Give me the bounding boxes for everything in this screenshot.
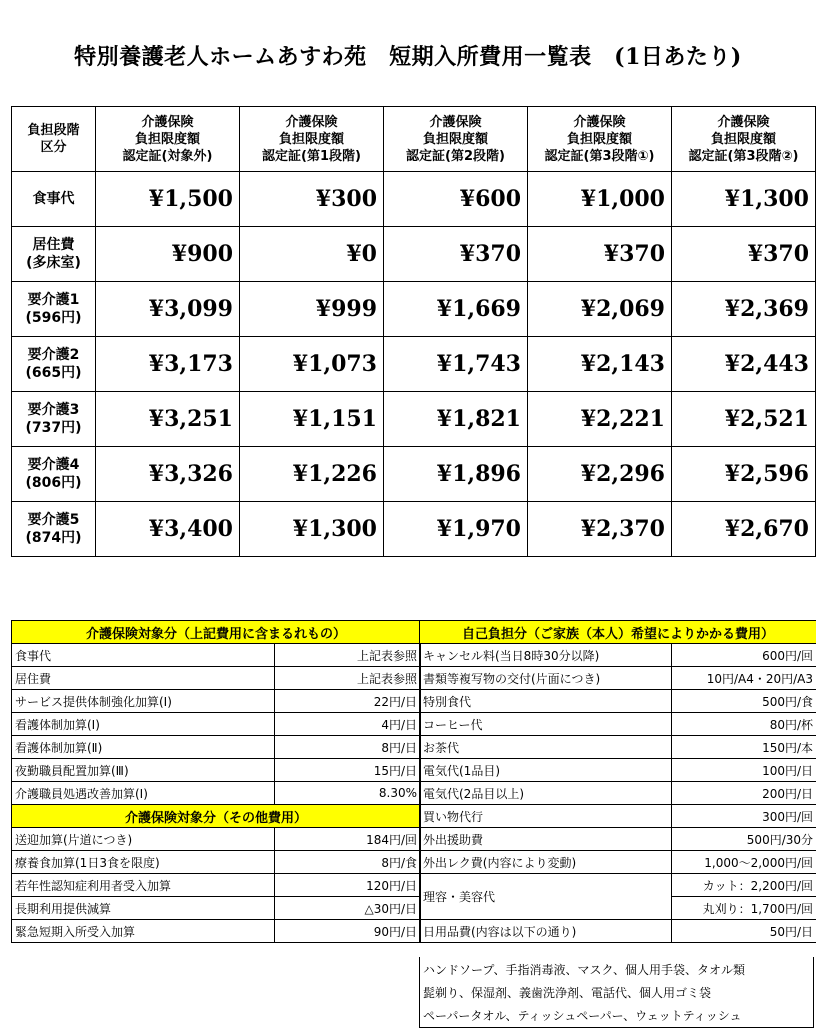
fee-item-row: [420, 644, 816, 667]
fee-item-label: コーヒー代: [420, 713, 672, 736]
column-header-stage2: 介護保険 負担限度額 認定証(第2段階): [384, 107, 528, 172]
fee-item-value: 100円/日: [672, 759, 816, 782]
fee-row: [12, 282, 816, 337]
row-label-line: 要介護4: [27, 457, 80, 473]
fee-item-value: 10円/A4・20円/A3: [672, 667, 816, 690]
fee-value-cell: ¥1,821: [384, 392, 528, 447]
fee-item-label: 緊急短期入所受入加算: [12, 920, 275, 943]
fee-value-cell: ¥1,669: [384, 282, 528, 337]
fee-value-cell: ¥3,400: [96, 502, 240, 557]
fee-item-label: お茶代: [420, 736, 672, 759]
fee-item-label: サービス提供体制強化加算(Ⅰ): [12, 690, 275, 713]
fee-row: [12, 392, 816, 447]
fee-value-cell: ¥1,151: [240, 392, 384, 447]
row-label-line: 要介護3: [27, 402, 80, 418]
fee-value-cell: ¥1,000: [528, 172, 672, 227]
fee-value-cell: ¥3,099: [96, 282, 240, 337]
row-label-line: 居住費: [32, 237, 75, 253]
fee-item-row: [12, 920, 421, 943]
fee-item-row: [12, 759, 421, 782]
fee-item-value: 上記表参照: [275, 667, 421, 690]
beauty-label: 理容・美容代: [420, 874, 672, 920]
fee-item-label: 居住費: [12, 667, 275, 690]
fee-value-cell: ¥370: [672, 227, 816, 282]
fee-value-cell: ¥3,251: [96, 392, 240, 447]
fee-item-value: 8円/日: [275, 736, 421, 759]
fee-item-value: 600円/回: [672, 644, 816, 667]
fee-value-cell: ¥2,370: [528, 502, 672, 557]
fee-item-label: 介護職員処遇改善加算(Ⅰ): [12, 782, 275, 805]
fee-item-value: 上記表参照: [275, 644, 421, 667]
fee-item-label: 日用品費(内容は以下の通り): [420, 920, 672, 943]
fee-value-cell: ¥999: [240, 282, 384, 337]
fee-value-cell: ¥370: [528, 227, 672, 282]
row-label-line: 要介護5: [27, 512, 80, 528]
fee-item-value: 80円/杯: [672, 713, 816, 736]
fee-item-row: [12, 736, 421, 759]
fee-item-value: 4円/日: [275, 713, 421, 736]
row-label-line: (874円): [25, 530, 82, 546]
fee-value-cell: ¥1,500: [96, 172, 240, 227]
fee-value-cell: ¥300: [240, 172, 384, 227]
fee-item-row: [420, 851, 816, 874]
row-label: [12, 282, 96, 337]
insurance-other-header-cell: 介護保険対象分（その他費用）: [12, 805, 421, 828]
fee-item-label: 外出レク費(内容により変動): [420, 851, 672, 874]
fee-item-row: [12, 782, 421, 805]
row-label: [12, 392, 96, 447]
fee-item-label: 夜勤職員配置加算(Ⅲ): [12, 759, 275, 782]
fee-item-row: [420, 736, 816, 759]
fee-table: [11, 106, 816, 557]
fee-item-label: 電気代(1品目): [420, 759, 672, 782]
fee-value-cell: ¥1,300: [240, 502, 384, 557]
fee-row: [12, 227, 816, 282]
fee-item-row: [12, 667, 421, 690]
row-label: [12, 337, 96, 392]
fee-item-row: [12, 851, 421, 874]
fee-value-cell: ¥3,326: [96, 447, 240, 502]
fee-item-row: [420, 920, 816, 943]
column-header-stage3-1: 介護保険 負担限度額 認定証(第3段階①): [528, 107, 672, 172]
self-pay-header: [420, 621, 816, 644]
fee-item-row: [420, 713, 816, 736]
fee-item-label: 食事代: [12, 644, 275, 667]
column-header-stage1: 介護保険 負担限度額 認定証(第1段階): [240, 107, 384, 172]
self-pay-table: [419, 620, 816, 943]
fee-item-row: [12, 690, 421, 713]
row-label-line: 要介護2: [27, 347, 80, 363]
corner-header: 負担段階 区分: [12, 107, 96, 172]
fee-value-cell: ¥1,896: [384, 447, 528, 502]
row-label: [12, 447, 96, 502]
row-label-line: 食事代: [32, 191, 75, 207]
fee-item-value: 8.30%: [275, 782, 421, 805]
fee-value-cell: ¥2,443: [672, 337, 816, 392]
fee-item-value: 200円/日: [672, 782, 816, 805]
fee-item-label: 若年性認知症利用者受入加算: [12, 874, 275, 897]
fee-item-row: [420, 782, 816, 805]
fee-value-cell: ¥2,369: [672, 282, 816, 337]
fee-value-cell: ¥2,521: [672, 392, 816, 447]
fee-value-cell: ¥2,296: [528, 447, 672, 502]
fee-item-row: [12, 897, 421, 920]
fee-row: [12, 502, 816, 557]
fee-item-row: [420, 759, 816, 782]
fee-row: [12, 172, 816, 227]
fee-item-label: 買い物代行: [420, 805, 672, 828]
fee-value-cell: ¥900: [96, 227, 240, 282]
fee-item-value: 8円/食: [275, 851, 421, 874]
fee-value-cell: ¥1,970: [384, 502, 528, 557]
row-label: [12, 227, 96, 282]
fee-item-label: 看護体制加算(Ⅰ): [12, 713, 275, 736]
fee-row: [12, 337, 816, 392]
self-pay-header-cell: 自己負担分（ご家族（本人）希望によりかかる費用）: [420, 621, 816, 644]
fee-item-row: [12, 713, 421, 736]
fee-item-value: 22円/日: [275, 690, 421, 713]
fee-item-label: 療養食加算(1日3食を限度): [12, 851, 275, 874]
fee-item-value: 184円/回: [275, 828, 421, 851]
row-label: [12, 172, 96, 227]
fee-item-value: 50円/日: [672, 920, 816, 943]
notes-line: ハンドソープ、手指消毒液、マスク、個人用手袋、タオル類: [423, 963, 745, 977]
notes-line: 髭剃り、保湿剤、義歯洗浄剤、電話代、個人用ゴミ袋: [423, 986, 712, 1000]
fee-item-row: [12, 644, 421, 667]
row-label-line: (596円): [25, 310, 82, 326]
fee-item-row: [420, 667, 816, 690]
fee-value-cell: ¥600: [384, 172, 528, 227]
fee-value-cell: ¥370: [384, 227, 528, 282]
notes-line: ペーパータオル、ティッシュペーパー、ウェットティッシュ: [423, 1009, 742, 1023]
beauty-shave-value: 丸刈り：1,700円/回: [672, 897, 816, 920]
insurance-covered-table: [11, 620, 421, 943]
fee-item-label: 看護体制加算(Ⅱ): [12, 736, 275, 759]
fee-item-label: 電気代(2品目以上): [420, 782, 672, 805]
fee-item-label: 長期利用提供減算: [12, 897, 275, 920]
fee-item-value: △30円/日: [275, 897, 421, 920]
row-label-line: (多床室): [26, 255, 81, 271]
fee-item-value: 500円/30分: [672, 828, 816, 851]
fee-value-cell: ¥1,743: [384, 337, 528, 392]
fee-item-row: [12, 828, 421, 851]
row-label-line: (665円): [25, 365, 82, 381]
fee-row: [12, 447, 816, 502]
fee-table-header-row: [12, 107, 816, 172]
fee-item-value: 150円/本: [672, 736, 816, 759]
row-label-line: (737円): [25, 420, 82, 436]
insurance-included-header-cell: 介護保険対象分（上記費用に含まるれもの）: [12, 621, 421, 644]
column-header-stage3-2: 介護保険 負担限度額 認定証(第3段階②): [672, 107, 816, 172]
row-label-line: 要介護1: [27, 292, 80, 308]
row-label: [12, 502, 96, 557]
fee-item-row: [420, 805, 816, 828]
fee-item-row: [420, 828, 816, 851]
beauty-row: [420, 874, 816, 897]
fee-value-cell: ¥0: [240, 227, 384, 282]
fee-item-value: 120円/日: [275, 874, 421, 897]
fee-item-value: 300円/回: [672, 805, 816, 828]
fee-value-cell: ¥3,173: [96, 337, 240, 392]
fee-item-label: 書類等複写物の交付(片面につき): [420, 667, 672, 690]
column-header-not-applicable: 介護保険 負担限度額 認定証(対象外): [96, 107, 240, 172]
fee-value-cell: ¥1,226: [240, 447, 384, 502]
fee-value-cell: ¥2,221: [528, 392, 672, 447]
fee-value-cell: ¥2,596: [672, 447, 816, 502]
daily-goods-notes: [419, 957, 814, 1028]
fee-item-value: 90円/日: [275, 920, 421, 943]
page-title: 特別養護老人ホームあすわ苑 短期入所費用一覧表 (1日あたり): [74, 44, 742, 70]
fee-value-cell: ¥1,300: [672, 172, 816, 227]
fee-item-row: [420, 690, 816, 713]
fee-item-value: 500円/食: [672, 690, 816, 713]
beauty-cut-value: カット：2,200円/回: [672, 874, 816, 897]
row-label-line: (806円): [25, 475, 82, 491]
fee-item-value: 15円/日: [275, 759, 421, 782]
fee-value-cell: ¥2,670: [672, 502, 816, 557]
fee-item-label: 外出援助費: [420, 828, 672, 851]
fee-item-row: [12, 874, 421, 897]
fee-value-cell: ¥1,073: [240, 337, 384, 392]
fee-item-value: 1,000～2,000円/回: [672, 851, 816, 874]
fee-value-cell: ¥2,069: [528, 282, 672, 337]
insurance-included-header: [12, 621, 421, 644]
fee-item-label: 送迎加算(片道につき): [12, 828, 275, 851]
insurance-other-header: [12, 805, 421, 828]
fee-item-label: 特別食代: [420, 690, 672, 713]
fee-value-cell: ¥2,143: [528, 337, 672, 392]
fee-item-label: キャンセル料(当日8時30分以降): [420, 644, 672, 667]
